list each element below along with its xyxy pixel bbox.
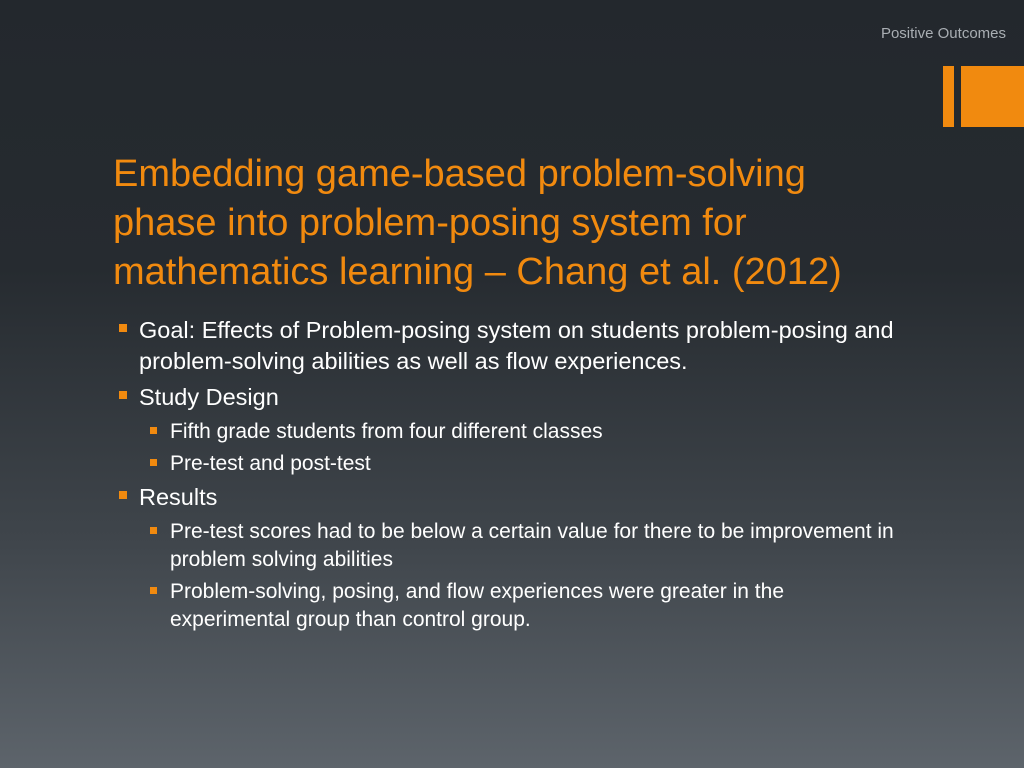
section-label: Positive Outcomes: [880, 25, 1006, 42]
sub-bullet-marker-icon: [150, 527, 157, 534]
bullet-marker-icon: [119, 324, 127, 332]
bullet-goal: [118, 315, 908, 377]
slide-title: Embedding game-based problem-solving phase into problem-posing system for mathematics learning – Chang et al. (2012): [113, 153, 842, 293]
bullet-marker-icon: [119, 391, 127, 399]
bullet-text: Study Design: [139, 384, 279, 410]
sub-bullet-tests: [150, 450, 908, 478]
bullet-study-design: [118, 382, 908, 413]
sub-bullet-pretest-scores: [150, 518, 908, 574]
sub-bullet-marker-icon: [150, 459, 157, 466]
accent-bars-decoration: [943, 66, 1024, 127]
bullet-marker-icon: [119, 491, 127, 499]
bullet-list: [118, 315, 908, 638]
sub-bullet-text: Pre-test scores had to be below a certain value for there to be improvement in problem solving abilities: [170, 520, 894, 571]
sub-bullet-text: Fifth grade students from four different classes: [170, 420, 603, 443]
bullet-results: [118, 482, 908, 513]
sub-bullet-group-comparison: [150, 578, 908, 634]
accent-bar-thin: [943, 66, 954, 127]
bullet-text: Results: [139, 484, 218, 510]
sub-bullet-participants: [150, 418, 908, 446]
accent-bar-thick: [961, 66, 1024, 127]
sub-bullet-text: Problem-solving, posing, and flow experiences were greater in the experimental group than control group.: [170, 580, 784, 631]
sub-bullet-marker-icon: [150, 587, 157, 594]
sub-bullet-text: Pre-test and post-test: [170, 452, 371, 475]
bullet-text: Goal: Effects of Problem-posing system on students problem-posing and problem-solving abilities as well as flow experiences.: [139, 317, 894, 374]
sub-bullet-marker-icon: [150, 427, 157, 434]
